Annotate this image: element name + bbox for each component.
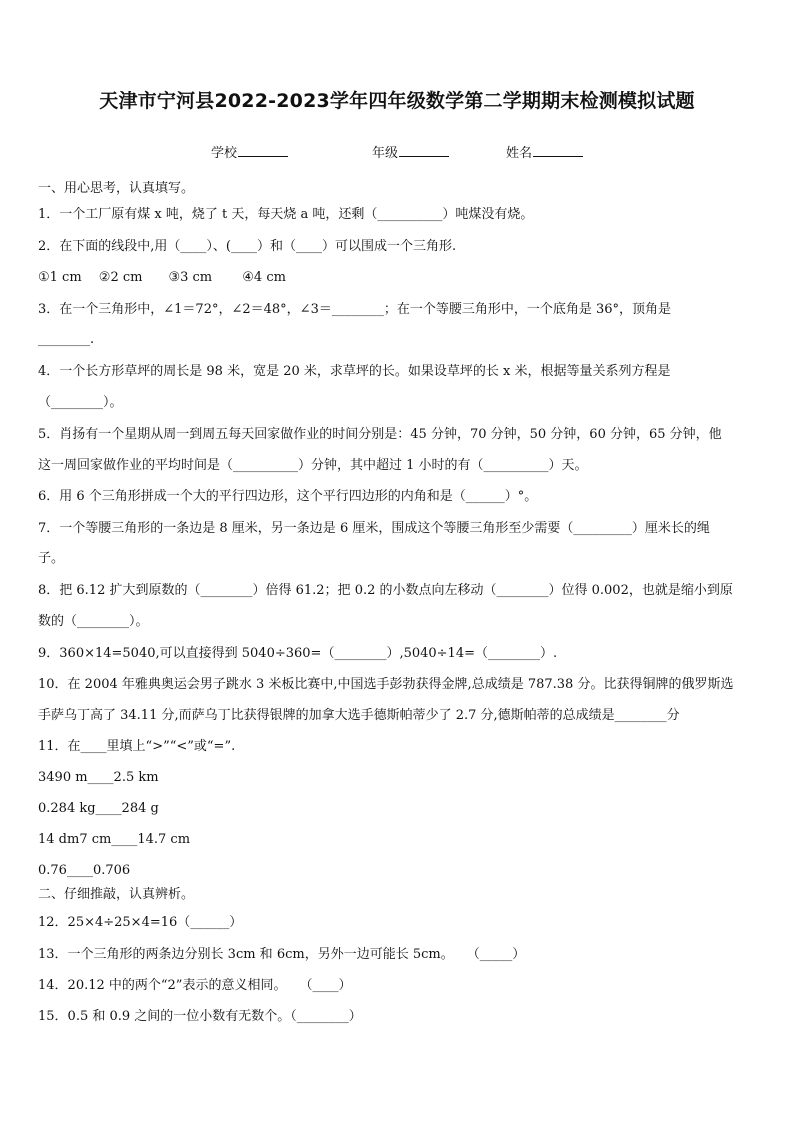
question-7-continued: 子。 <box>38 551 65 566</box>
question-3: 3．在一个三角形中，∠1＝72°，∠2＝48°，∠3＝________；在一个等腰三角形中，一个底角是 36°，顶角是 <box>38 302 672 317</box>
question-10-continued: 手萨乌丁高了 34.11 分,而萨乌丁比获得银牌的加拿大选手德斯帕蒂少了 2.7 分,德斯帕蒂的总成绩是________分 <box>38 708 680 723</box>
grade-label: 年级 <box>372 146 399 161</box>
question-11-item-4: 0.76____0.706 <box>38 863 131 878</box>
question-4-continued: （________）。 <box>38 395 123 410</box>
question-8-continued: 数的（________）。 <box>38 614 149 629</box>
section-heading-2: 二、仔细推敲，认真辨析。 <box>38 887 195 902</box>
question-11: 11．在____里填上“>”“<”或“=”. <box>38 739 236 754</box>
question-10: 10．在 2004 年雅典奥运会男子跳水 3 米板比赛中,中国选手彭勃获得金牌,总成绩是 787.38 分。比获得铜牌的俄罗斯选 <box>38 677 734 692</box>
section-heading-1: 一、用心思考，认真填写。 <box>38 181 195 196</box>
question-6: 6．用 6 个三角形拼成一个大的平行四边形，这个平行四边形的内角和是（______）°。 <box>38 489 538 504</box>
question-11-item-3: 14 dm7 cm____14.7 cm <box>38 832 191 847</box>
question-13: 13．一个三角形的两条边分别长 3cm 和 6cm，另外一边可能长 5cm。 （_____） <box>38 947 526 962</box>
exam-title: 天津市宁河县2022-2023学年四年级数学第二学期期末检测模拟试题 <box>99 90 695 112</box>
question-5-continued: 这一周回家做作业的平均时间是（__________）分钟，其中超过 1 小时的有（__________）天。 <box>38 458 588 473</box>
question-11-item-2: 0.284 kg____284 g <box>38 801 159 816</box>
school-field <box>211 142 288 161</box>
name-label: 姓名 <box>506 146 533 161</box>
school-blank <box>238 144 288 157</box>
school-label: 学校 <box>211 146 238 161</box>
name-field <box>506 142 583 161</box>
question-15: 15．0.5 和 0.9 之间的一位小数有无数个。（________） <box>38 1009 362 1024</box>
question-4: 4．一个长方形草坪的周长是 98 米，宽是 20 米，求草坪的长。如果设草坪的长 x 米，根据等量关系列方程是 <box>38 364 671 379</box>
question-2-options: ①1 cm ②2 cm ③3 cm ④4 cm <box>38 270 286 285</box>
question-12: 12．25×4÷25×4=16（______） <box>38 915 243 930</box>
grade-blank <box>399 144 449 157</box>
question-8: 8．把 6.12 扩大到原数的（________）倍得 61.2；把 0.2 的小数点向左移动（________）位得 0.002，也就是缩小到原 <box>38 583 733 598</box>
question-14: 14．20.12 中的两个“2”表示的意义相同。 （____） <box>38 978 352 993</box>
grade-field <box>372 142 449 161</box>
question-5: 5．肖扬有一个星期从周一到周五每天回家做作业的时间分别是：45 分钟，70 分钟，50 分钟，60 分钟，65 分钟，他 <box>38 427 722 442</box>
question-3-continued: ________. <box>38 332 95 347</box>
question-7: 7．一个等腰三角形的一条边是 8 厘米，另一条边是 6 厘米，围成这个等腰三角形至少需要（_________）厘米长的绳 <box>38 521 710 536</box>
question-11-item-1: 3490 m____2.5 km <box>38 770 159 785</box>
question-2: 2．在下面的线段中,用（____）、(____）和（____）可以围成一个三角形. <box>38 239 457 254</box>
name-blank <box>533 144 583 157</box>
question-9: 9．360×14=5040,可以直接得到 5040÷360=（________）,5040÷14=（________）. <box>38 646 558 661</box>
question-1: 1．一个工厂原有煤 x 吨，烧了 t 天，每天烧 a 吨，还剩（__________）吨煤没有烧。 <box>38 207 534 222</box>
